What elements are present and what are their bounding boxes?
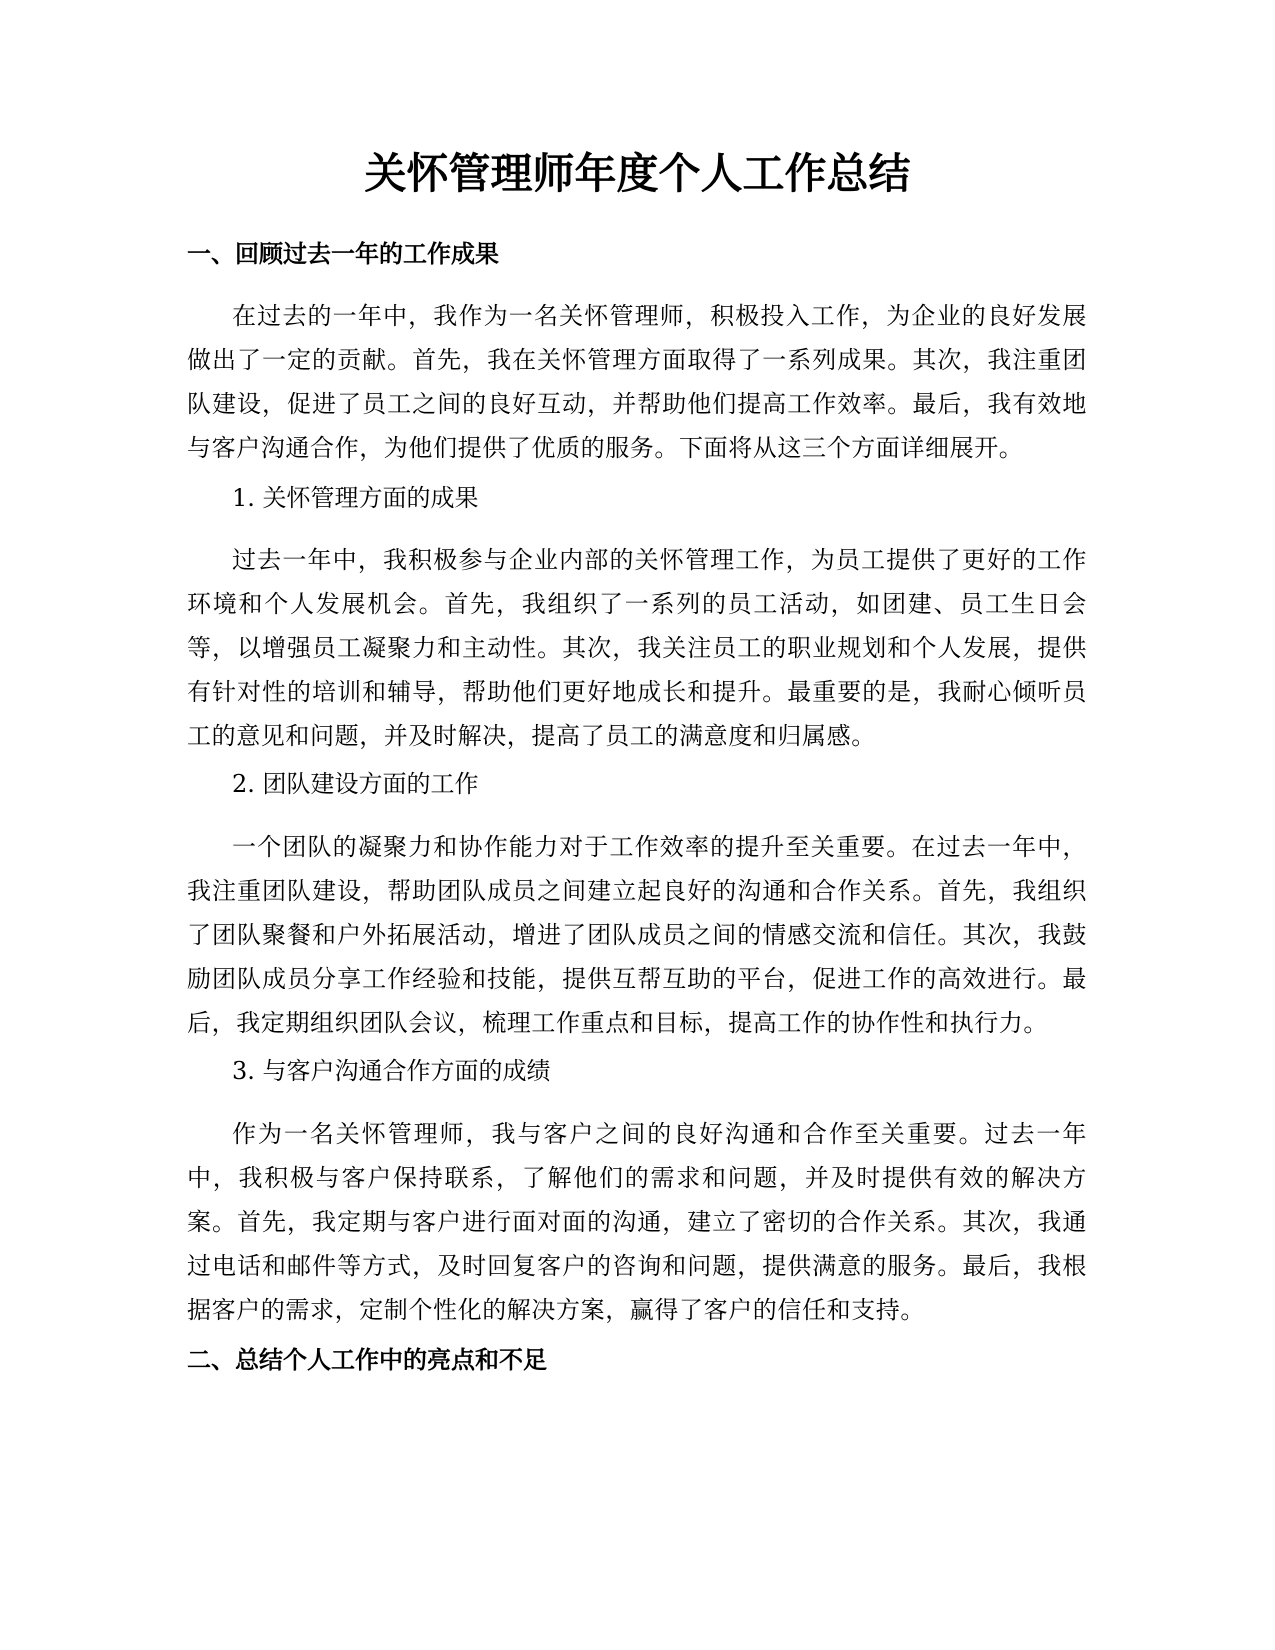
subheading-team-building: 2. 团队建设方面的工作 [232, 770, 479, 798]
paragraph-team-building: 一个团队的凝聚力和协作能力对于工作效率的提升至关重要。在过去一年中，我注重团队建设，帮助团队成员之间建立起良好的沟通和合作关系。首先，我组织了团队聚餐和户外拓展活动，增进了团队成员之间的情感交流和信任。其次，我鼓励团队成员分享工作经验和技能，提供互帮互助的平台，促进工作的高效进行。最后，我定期组织团队会议，梳理工作重点和目标，提高工作的协作性和执行力。 [187, 833, 1087, 1037]
paragraph-care-management: 过去一年中，我积极参与企业内部的关怀管理工作，为员工提供了更好的工作环境和个人发展机会。首先，我组织了一系列的员工活动，如团建、员工生日会等，以增强员工凝聚力和主动性。其次，我关注员工的职业规划和个人发展，提供有针对性的培训和辅导，帮助他们更好地成长和提升。最重要的是，我耐心倾听员工的意见和问题，并及时解决，提高了员工的满意度和归属感。 [187, 546, 1087, 750]
section-heading-review: 一、回顾过去一年的工作成果 [187, 240, 499, 268]
intro-paragraph: 在过去的一年中，我作为一名关怀管理师，积极投入工作，为企业的良好发展做出了一定的贡献。首先，我在关怀管理方面取得了一系列成果。其次，我注重团队建设，促进了员工之间的良好互动，并帮助他们提高工作效率。最后，我有效地与客户沟通合作，为他们提供了优质的服务。下面将从这三个方面详细展开。 [187, 302, 1087, 462]
paragraph-client-communication: 作为一名关怀管理师，我与客户之间的良好沟通和合作至关重要。过去一年中，我积极与客户保持联系，了解他们的需求和问题，并及时提供有效的解决方案。首先，我定期与客户进行面对面的沟通，建立了密切的合作关系。其次，我通过电话和邮件等方式，及时回复客户的咨询和问题，提供满意的服务。最后，我根据客户的需求，定制个性化的解决方案，赢得了客户的信任和支持。 [187, 1120, 1087, 1324]
subheading-care-management: 1. 关怀管理方面的成果 [232, 484, 479, 512]
document-title: 关怀管理师年度个人工作总结 [364, 149, 911, 198]
subheading-client-communication: 3. 与客户沟通合作方面的成绩 [232, 1057, 551, 1085]
section-heading-summary: 二、总结个人工作中的亮点和不足 [187, 1346, 547, 1374]
